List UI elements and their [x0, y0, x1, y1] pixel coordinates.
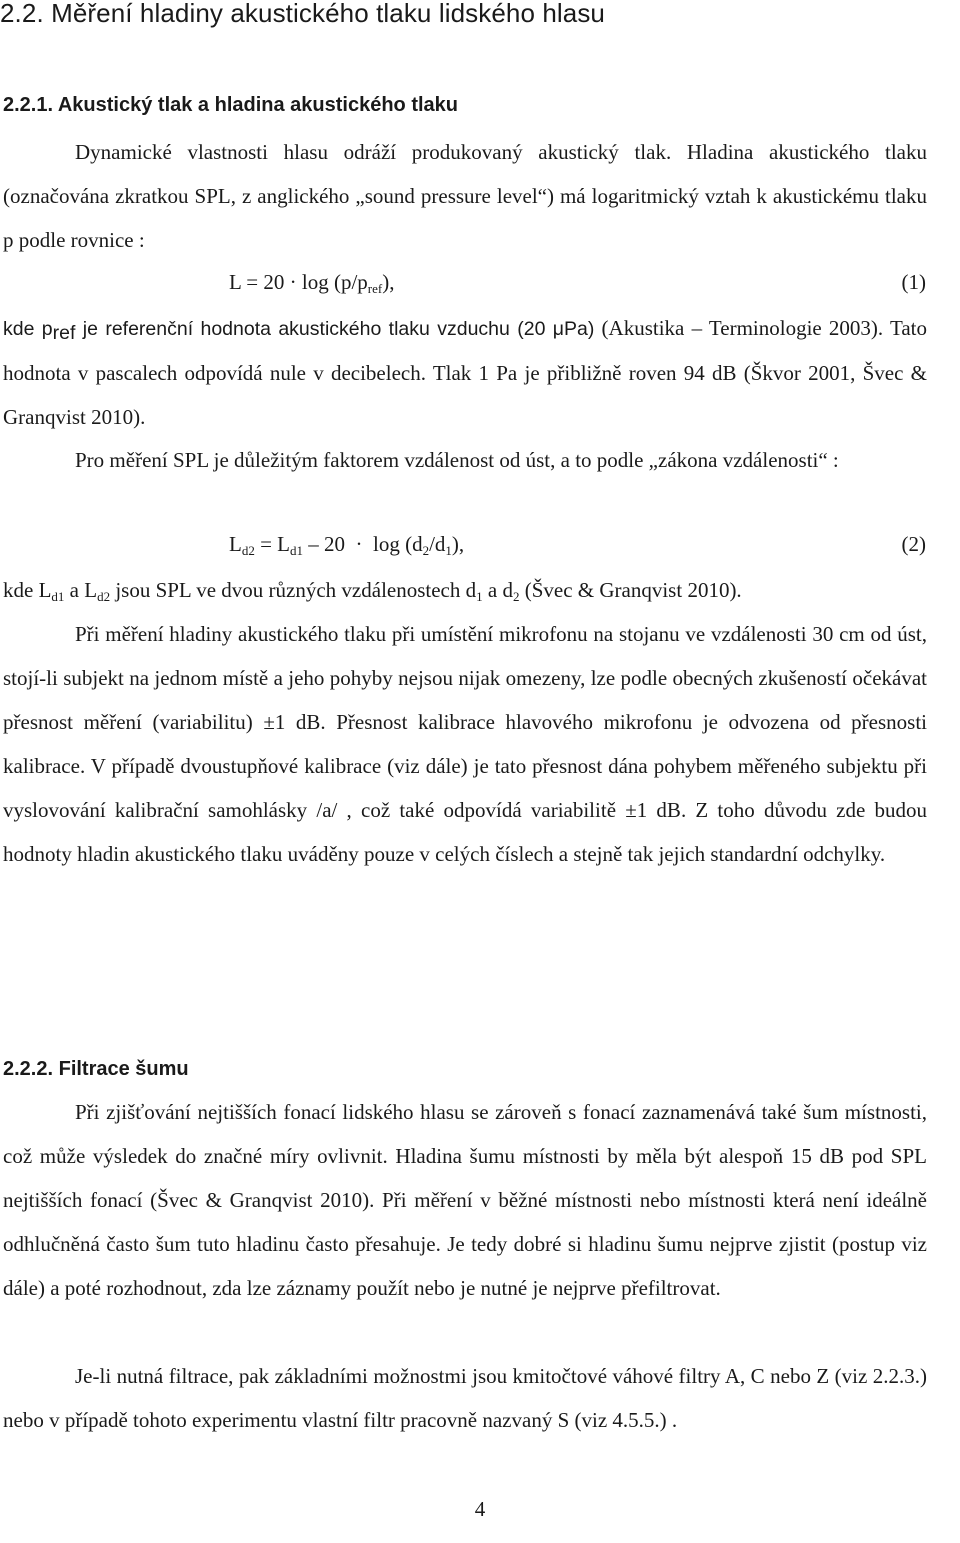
- equation-2: [229, 532, 464, 557]
- eq2-l: L: [229, 532, 242, 556]
- eq2-sub-d1: d1: [290, 543, 303, 558]
- subsection-heading-acoustic-pressure: 2.2.1. Akustický tlak a hladina akustického tlaku: [3, 94, 459, 116]
- equation-1-prefix: L = 20 · log (p/p: [229, 270, 368, 294]
- paragraph-text: Při měření hladiny akustického tlaku při umístění mikrofonu na stojanu ve vzdálenosti 30 cm od úst, stojí-li subjekt na jednom místě a jeho pohyby nejsou nijak omezeny, lze podle obecných zkušeností očekávat přesnost měření (variabilitu) ±1 dB. Přesnost kalibrace hlavového mikrofonu je odvozena od přesnosti kalibrace. V případě dvoustupňové kalibrace (viz dále) je tato přesnost dána pohybem měřeného subjektu při vyslovování kalibrační samohlásky /a/ , což také odpovídá variabilitě ±1 dB. Z toho důvodu zde budou hodnoty hladin akustického tlaku uváděny pouze v celých číslech a stejně tak jejich standardní odchylky.: [3, 622, 927, 866]
- reference-value-rest: (Akustika – Terminologie 2003). Tato hodnota v pascalech odpovídá nule v decibelech. Tlak 1 Pa je přibližně roven 94 dB (Škvor 2001, Švec & Granqvist 2010).: [3, 316, 927, 429]
- paragraph-dynamic-properties: [3, 130, 927, 262]
- eq2-mid: – 20 · log (d: [303, 532, 423, 556]
- equation-2-number: (2): [901, 532, 926, 556]
- eq2-slash: /d: [429, 532, 446, 556]
- page-number: 4: [474, 1497, 486, 1521]
- eq2-sub-d2: d2: [241, 543, 255, 558]
- p4-c: a L: [64, 578, 98, 602]
- paragraph-text: Při zjišťování nejtišších fonací lidského hlasu se zároveň s fonací zaznamenává také šum místnosti, což může výsledek do značné míry ovlivnit. Hladina šumu místnosti by měla být alespoň 15 dB pod SPL nejtišších fonací (Švec & Granqvist 2010). Při měření v běžné místnosti nebo místnosti která není ideálně odhlučněná často šum tuto hladinu často přesahuje. Je tedy dobré si hladinu šumu nejprve zjistit (postup viz dále) a poté rozhodnout, zda lze záznamy použít nebo je nutné je nejprve přefiltrovat.: [3, 1100, 927, 1300]
- equation-1-subscript: ref: [367, 281, 383, 296]
- p4-i: (Švec & Granqvist 2010).: [519, 578, 742, 602]
- paragraph-filters: [3, 1354, 927, 1442]
- equation-1-number: (1): [901, 270, 926, 294]
- paragraph-spl-distances: [3, 568, 927, 612]
- paragraph-room-noise: [3, 1090, 927, 1310]
- p4-g: a d: [482, 578, 513, 602]
- p4-a: kde L: [3, 578, 52, 602]
- p4-sub-d2: d2: [97, 589, 111, 604]
- subsection-heading-noise-filtering: 2.2.2. Filtrace šumu: [3, 1058, 189, 1080]
- paragraph-text: Je-li nutná filtrace, pak základními možnostmi jsou kmitočtové váhové filtry A, C nebo Z (viz 2.2.3.) nebo v případě tohoto experimentu vlastní filtr pracovně nazvaný S (viz 4.5.5.) .: [3, 1364, 927, 1432]
- p4-sub-2: 2: [512, 589, 520, 604]
- equation-1-suffix: ),: [382, 270, 395, 294]
- equation-1: [229, 270, 394, 295]
- p4-sub-1: 1: [476, 589, 483, 604]
- section-heading: 2.2. Měření hladiny akustického tlaku lidského hlasu: [0, 0, 605, 28]
- reference-value-text: je referenční hodnota akustického tlaku vzduchu (20 μPa): [75, 318, 595, 340]
- eq2-end: ),: [451, 532, 465, 556]
- paragraph-distance-law: [3, 438, 927, 482]
- eq2-sub-2: 2: [422, 543, 430, 558]
- paragraph-text: Pro měření SPL je důležitým faktorem vzdálenost od úst, a to podle „zákona vzdálenosti“ :: [75, 448, 839, 472]
- paragraph-reference-value: [3, 306, 927, 439]
- paragraph-measurement-precision: [3, 612, 927, 876]
- ref-subscript: ref: [52, 322, 76, 344]
- kde-label: kde p: [3, 318, 53, 340]
- paragraph-text: Dynamické vlastnosti hlasu odráží produkovaný akustický tlak. Hladina akustického tlaku (označována zkratkou SPL, z anglického „sound pressure level“) má logaritmický vztah k akustickému tlaku p podle rovnice :: [3, 140, 927, 252]
- p4-e: jsou SPL ve dvou různých vzdálenostech d: [110, 578, 477, 602]
- eq2-equals: = L: [254, 532, 290, 556]
- p4-sub-d1: d1: [51, 589, 65, 604]
- eq2-sub-1: 1: [445, 543, 452, 558]
